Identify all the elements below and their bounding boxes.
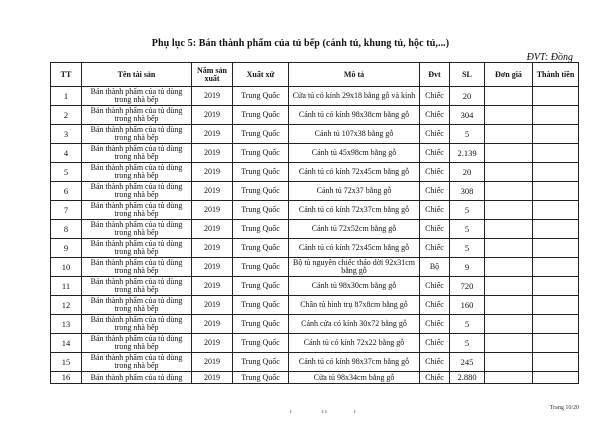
cell-origin: Trung Quốc — [233, 220, 289, 239]
currency-unit-label: ĐVT: Đồng — [526, 52, 573, 63]
cell-origin: Trung Quốc — [233, 334, 289, 353]
cell-unit-price — [485, 87, 533, 106]
cell-unit: Chiếc — [420, 144, 450, 163]
cell-year: 2019 — [192, 106, 233, 125]
cell-quantity: 20 — [450, 87, 485, 106]
cell-unit-price — [485, 296, 533, 315]
cell-asset-name: Bán thành phẩm của tủ dùng trong nhà bếp — [82, 315, 192, 334]
cell-description: Cánh tủ có kính 72x22 bằng gỗ — [289, 334, 420, 353]
cell-tt: 15 — [51, 353, 82, 372]
table-row — [51, 372, 579, 384]
cell-asset-name: Bán thành phẩm của tủ dùng trong nhà bếp — [82, 277, 192, 296]
cell-year: 2019 — [192, 239, 233, 258]
cell-tt: 1 — [51, 87, 82, 106]
header-tt: TT — [51, 63, 82, 87]
cell-unit: Chiếc — [420, 296, 450, 315]
cell-unit: Chiếc — [420, 220, 450, 239]
table-row — [51, 315, 579, 334]
cell-total — [533, 277, 579, 296]
cell-description: Cánh tủ 107x38 bằng gỗ — [289, 125, 420, 144]
cell-description: Cánh tủ có kính 72x45cm bằng gỗ — [289, 163, 420, 182]
cell-asset-name: Bán thành phẩm của tủ dùng trong nhà bếp — [82, 296, 192, 315]
header-asset-name: Tên tài sản — [82, 63, 192, 87]
cell-unit: Chiếc — [420, 334, 450, 353]
cell-total — [533, 220, 579, 239]
cell-unit-price — [485, 315, 533, 334]
table-row — [51, 220, 579, 239]
cell-asset-name: Bán thành phẩm của tủ dùng trong nhà bếp — [82, 125, 192, 144]
cell-asset-name: Bán thành phẩm của tủ dùng trong nhà bếp — [82, 239, 192, 258]
footer-mark: ı — [290, 409, 292, 415]
document-title: Phụ lục 5: Bán thành phẩm của tủ bếp (cánh tủ, khung tủ, hộc tủ,...) — [151, 38, 450, 49]
cell-tt: 10 — [51, 258, 82, 277]
cell-total — [533, 315, 579, 334]
cell-tt: 9 — [51, 239, 82, 258]
cell-year: 2019 — [192, 182, 233, 201]
cell-unit: Chiếc — [420, 87, 450, 106]
cell-quantity: 5 — [450, 334, 485, 353]
cell-tt: 3 — [51, 125, 82, 144]
cell-origin: Trung Quốc — [233, 353, 289, 372]
footer-mark: ı — [354, 409, 356, 415]
cell-year: 2019 — [192, 125, 233, 144]
cell-year: 2019 — [192, 87, 233, 106]
cell-total — [533, 353, 579, 372]
table-row — [51, 353, 579, 372]
cell-unit: Chiếc — [420, 353, 450, 372]
cell-year: 2019 — [192, 258, 233, 277]
header-description: Mô tả — [289, 63, 420, 87]
cell-unit-price — [485, 182, 533, 201]
cell-year: 2019 — [192, 315, 233, 334]
cell-description: Cánh tủ có kính 72x37cm bằng gỗ — [289, 201, 420, 220]
cell-origin: Trung Quốc — [233, 125, 289, 144]
cell-description: Cánh tủ 45x98cm bằng gỗ — [289, 144, 420, 163]
table-row — [51, 87, 579, 106]
cell-unit-price — [485, 258, 533, 277]
cell-year: 2019 — [192, 144, 233, 163]
cell-total — [533, 182, 579, 201]
cell-total — [533, 201, 579, 220]
cell-unit-price — [485, 201, 533, 220]
header-unit: Đvt — [420, 63, 450, 87]
cell-description: Cánh tủ 72x52cm bằng gỗ — [289, 220, 420, 239]
cell-description: Bộ tủ nguyên chiếc tháo dời 92x31cm bằng gỗ — [289, 258, 420, 277]
cell-quantity: 5 — [450, 220, 485, 239]
cell-tt: 5 — [51, 163, 82, 182]
cell-quantity: 2.880 — [450, 372, 485, 384]
cell-description: Cánh cửa có kính 30x72 bằng gỗ — [289, 315, 420, 334]
cell-unit: Chiếc — [420, 201, 450, 220]
table-row — [51, 182, 579, 201]
cell-origin: Trung Quốc — [233, 163, 289, 182]
cell-description: Cánh tủ 98x30cm bằng gỗ — [289, 277, 420, 296]
cell-asset-name: Bán thành phẩm của tủ dùng trong nhà bếp — [82, 182, 192, 201]
cell-unit: Chiếc — [420, 182, 450, 201]
table-header-row — [51, 63, 579, 87]
cell-total — [533, 372, 579, 384]
cell-quantity: 245 — [450, 353, 485, 372]
cell-asset-name: Bán thành phẩm của tủ dùng trong nhà bếp — [82, 334, 192, 353]
cell-origin: Trung Quốc — [233, 182, 289, 201]
cell-unit: Bộ — [420, 258, 450, 277]
cell-total — [533, 296, 579, 315]
cell-quantity: 160 — [450, 296, 485, 315]
cell-year: 2019 — [192, 201, 233, 220]
cell-unit-price — [485, 125, 533, 144]
cell-unit-price — [485, 220, 533, 239]
table-row — [51, 277, 579, 296]
cell-tt: 7 — [51, 201, 82, 220]
cell-tt: 8 — [51, 220, 82, 239]
cell-origin: Trung Quốc — [233, 144, 289, 163]
footer-mark: ı ı — [322, 409, 327, 415]
cell-asset-name: Bán thành phẩm của tủ dùng trong nhà bếp — [82, 87, 192, 106]
cell-unit: Chiếc — [420, 277, 450, 296]
assets-table — [50, 62, 579, 384]
cell-unit: Chiếc — [420, 372, 450, 384]
cell-origin: Trung Quốc — [233, 106, 289, 125]
cell-asset-name: Bán thành phẩm của tủ dùng trong nhà bếp — [82, 220, 192, 239]
cell-year: 2019 — [192, 220, 233, 239]
cell-unit-price — [485, 106, 533, 125]
cell-asset-name: Bán thành phẩm của tủ dùng trong nhà bếp — [82, 106, 192, 125]
cell-description: Chân tủ hình trụ 87x8cm bằng gỗ — [289, 296, 420, 315]
cell-asset-name: Bán thành phẩm của tủ dùng — [82, 372, 192, 384]
cell-quantity: 5 — [450, 315, 485, 334]
cell-tt: 12 — [51, 296, 82, 315]
cell-unit-price — [485, 334, 533, 353]
table-row — [51, 125, 579, 144]
cell-description: Cánh tủ có kính 98x38cm bằng gỗ — [289, 106, 420, 125]
cell-tt: 2 — [51, 106, 82, 125]
table-row — [51, 201, 579, 220]
cell-year: 2019 — [192, 163, 233, 182]
cell-origin: Trung Quốc — [233, 296, 289, 315]
cell-total — [533, 258, 579, 277]
cell-unit-price — [485, 353, 533, 372]
cell-unit-price — [485, 144, 533, 163]
table-row — [51, 239, 579, 258]
cell-quantity: 5 — [450, 239, 485, 258]
cell-total — [533, 334, 579, 353]
cell-unit: Chiếc — [420, 163, 450, 182]
cell-tt: 11 — [51, 277, 82, 296]
cell-total — [533, 125, 579, 144]
cell-year: 2019 — [192, 334, 233, 353]
cell-origin: Trung Quốc — [233, 372, 289, 384]
table-row — [51, 334, 579, 353]
cell-description: Cánh tủ có kính 98x37cm bằng gỗ — [289, 353, 420, 372]
cell-description: Cửa tủ 98x34cm bằng gỗ — [289, 372, 420, 384]
cell-year: 2019 — [192, 372, 233, 384]
cell-origin: Trung Quốc — [233, 277, 289, 296]
cell-asset-name: Bán thành phẩm của tủ dùng trong nhà bếp — [82, 258, 192, 277]
cell-total — [533, 239, 579, 258]
cell-year: 2019 — [192, 353, 233, 372]
header-total: Thành tiền — [533, 63, 579, 87]
page-number: Trang 10/20 — [549, 405, 579, 411]
cell-origin: Trung Quốc — [233, 201, 289, 220]
table-row — [51, 258, 579, 277]
cell-tt: 6 — [51, 182, 82, 201]
table-row — [51, 163, 579, 182]
cell-unit: Chiếc — [420, 125, 450, 144]
cell-unit: Chiếc — [420, 239, 450, 258]
cell-quantity: 5 — [450, 201, 485, 220]
table-row — [51, 106, 579, 125]
cell-quantity: 720 — [450, 277, 485, 296]
cell-asset-name: Bán thành phẩm của tủ dùng trong nhà bếp — [82, 163, 192, 182]
cell-asset-name: Bán thành phẩm của tủ dùng trong nhà bếp — [82, 201, 192, 220]
header-unit-price: Đơn giá — [485, 63, 533, 87]
cell-quantity: 9 — [450, 258, 485, 277]
cell-description: Cánh tủ 72x37 bằng gỗ — [289, 182, 420, 201]
cell-origin: Trung Quốc — [233, 315, 289, 334]
cell-quantity: 20 — [450, 163, 485, 182]
cell-unit-price — [485, 372, 533, 384]
cell-tt: 14 — [51, 334, 82, 353]
cell-unit-price — [485, 163, 533, 182]
cell-unit: Chiếc — [420, 106, 450, 125]
header-year: Năm sản xuất — [192, 63, 233, 87]
table-row — [51, 144, 579, 163]
cell-quantity: 2.139 — [450, 144, 485, 163]
cell-unit-price — [485, 277, 533, 296]
table-row — [51, 296, 579, 315]
cell-year: 2019 — [192, 277, 233, 296]
header-quantity: SL — [450, 63, 485, 87]
cell-asset-name: Bán thành phẩm của tủ dùng trong nhà bếp — [82, 144, 192, 163]
cell-description: Cửa tủ có kính 29x18 bằng gỗ và kính — [289, 87, 420, 106]
cell-total — [533, 144, 579, 163]
cell-origin: Trung Quốc — [233, 239, 289, 258]
cell-asset-name: Bán thành phẩm của tủ dùng trong nhà bếp — [82, 353, 192, 372]
cell-total — [533, 163, 579, 182]
cell-quantity: 304 — [450, 106, 485, 125]
cell-quantity: 5 — [450, 125, 485, 144]
cell-tt: 16 — [51, 372, 82, 384]
cell-tt: 13 — [51, 315, 82, 334]
cell-origin: Trung Quốc — [233, 258, 289, 277]
cell-total — [533, 87, 579, 106]
cell-origin: Trung Quốc — [233, 87, 289, 106]
cell-quantity: 308 — [450, 182, 485, 201]
cell-total — [533, 106, 579, 125]
cell-year: 2019 — [192, 296, 233, 315]
cell-tt: 4 — [51, 144, 82, 163]
cell-unit: Chiếc — [420, 315, 450, 334]
cell-unit-price — [485, 239, 533, 258]
header-origin: Xuất xứ — [233, 63, 289, 87]
cell-description: Cánh tủ có kính 72x45cm bằng gỗ — [289, 239, 420, 258]
